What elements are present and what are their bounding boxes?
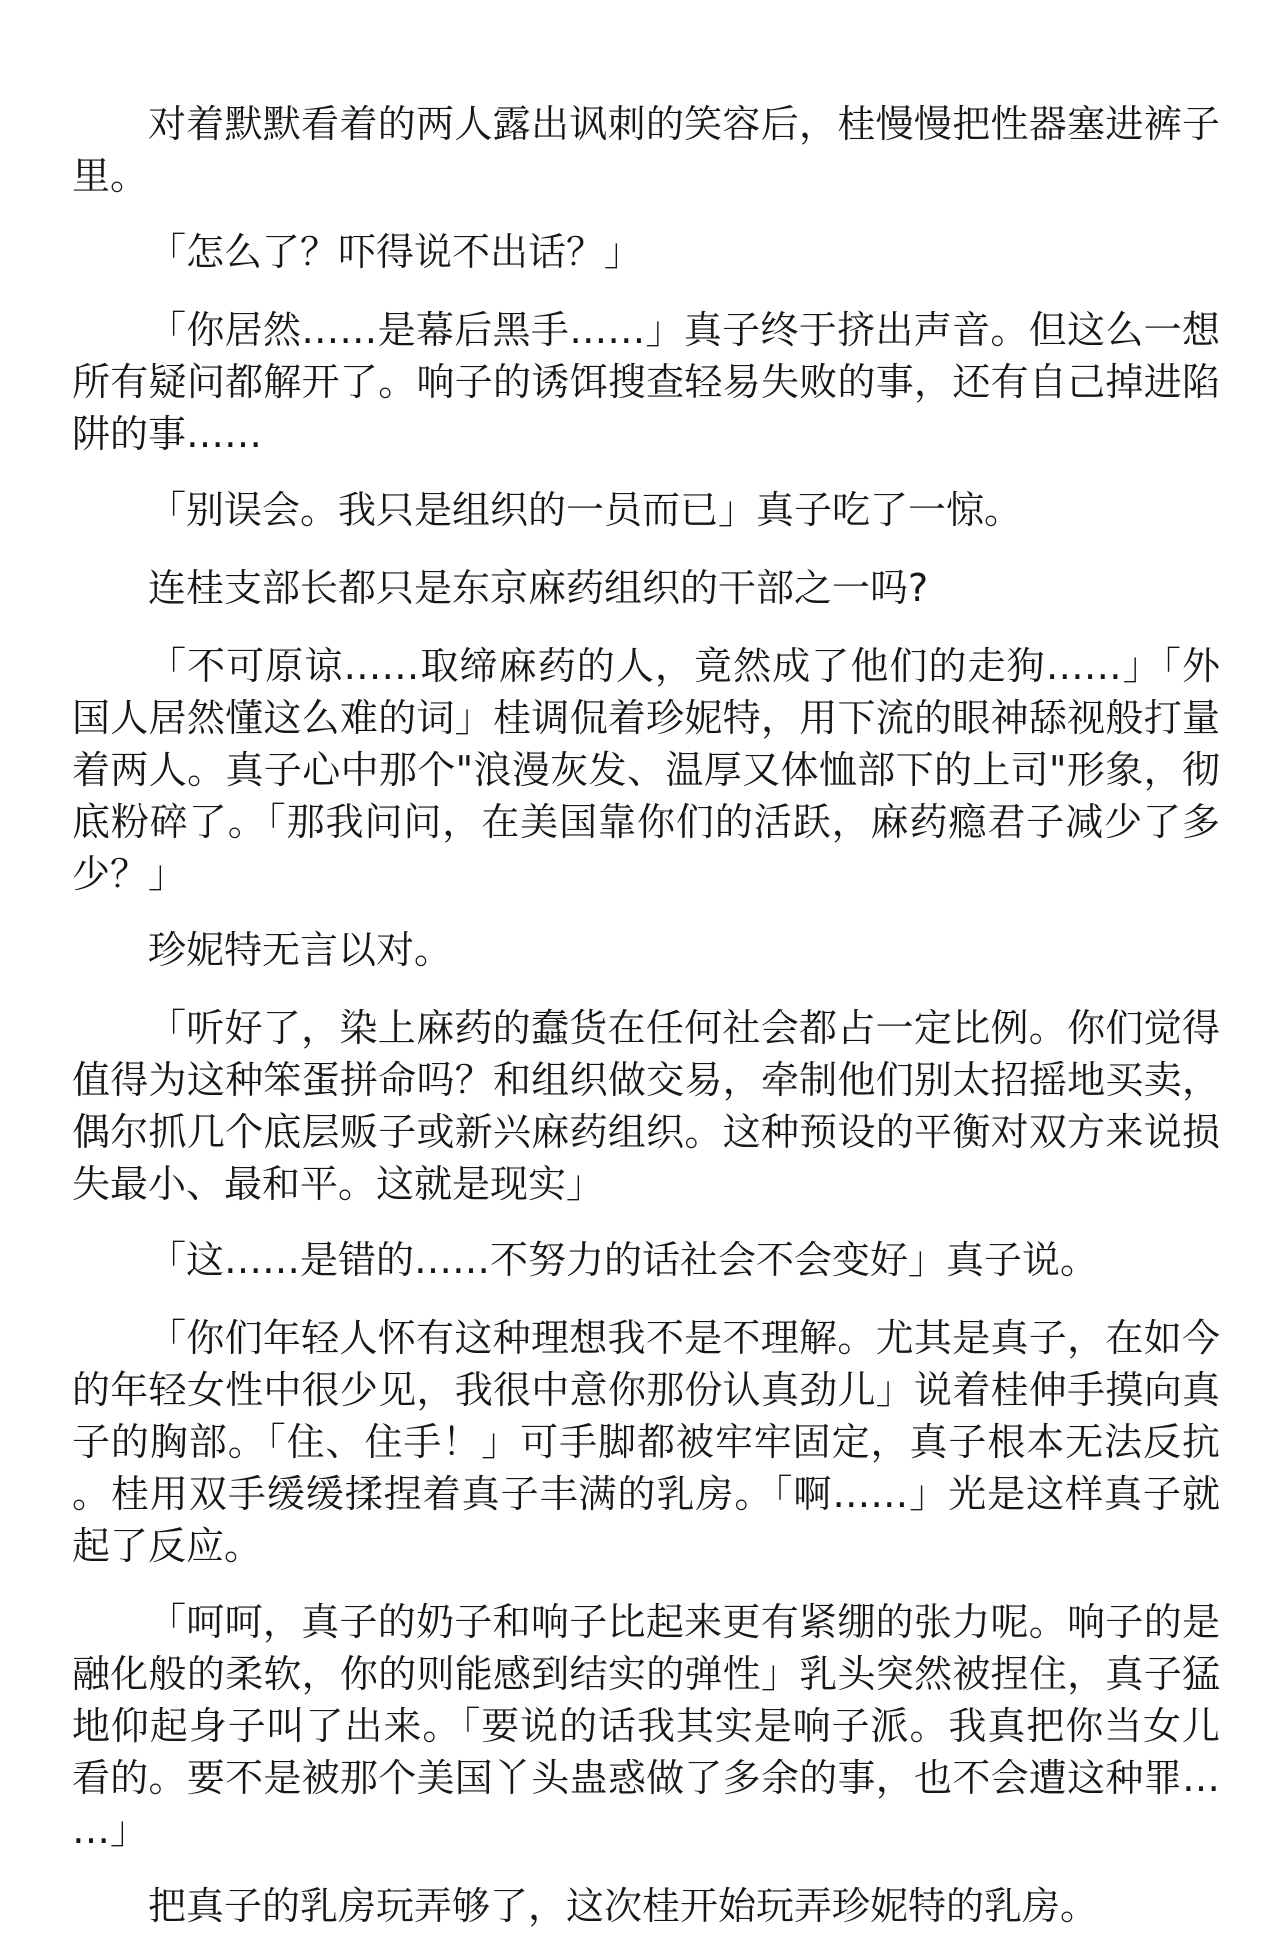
paragraph-5: 连桂支部长都只是东京麻药组织的干部之一吗? [148,566,929,610]
paragraph-8: 「听好了，染上麻药的蠢货在任何社会都占一定比例。你们觉得值得为这种笨蛋拼命吗？和组织做交易，牵制他们别太招摇地买卖，偶尔抓几个底层贩子或新兴麻药组织。这种预设的平衡对双方来说损失最小、最和平。这就是现实」 [72,1006,1220,1206]
paragraph-3: 「你居然……是幕后黑手……」真子终于挤出声音。但这么一想所有疑问都解开了。响子的诱饵搜查轻易失败的事，还有自己掉进陷阱的事…… [72,308,1220,456]
paragraph-4: 「别误会。我只是组织的一员而已」真子吃了一惊。 [148,488,1023,532]
paragraph-1: 对着默默看着的两人露出讽刺的笑容后，桂慢慢把性器塞进裤子里。 [72,102,1220,198]
paragraph-12: 把真子的乳房玩弄够了，这次桂开始玩弄珍妮特的乳房。 [148,1884,1099,1928]
paragraph-11: 「呵呵，真子的奶子和响子比起来更有紧绷的张力呢。响子的是融化般的柔软，你的则能感到结实的弹性」乳头突然被捏住，真子猛地仰起身子叫了出来。「要说的话我其实是响子派。我真把你当女儿看的。要不是被那个美国丫头蛊惑做了多余的事，也不会遭这种罪……」 [72,1600,1220,1852]
paragraph-6: 「不可原谅……取缔麻药的人，竟然成了他们的走狗……」「外国人居然懂这么难的词」桂调侃着珍妮特，用下流的眼神舔视般打量着两人。真子心中那个"浪漫灰发、温厚又体恤部下的上司"形象，彻底粉碎了。「那我问问，在美国靠你们的活跃，麻药瘾君子减少了多少？」 [72,644,1220,896]
paragraph-2: 「怎么了？吓得说不出话？」 [148,230,643,274]
paragraph-9: 「这……是错的……不努力的话社会不会变好」真子说。 [148,1238,1099,1282]
paragraph-7: 珍妮特无言以对。 [148,928,453,972]
paragraph-10: 「你们年轻人怀有这种理想我不是不理解。尤其是真子，在如今的年轻女性中很少见，我很中意你那份认真劲儿」说着桂伸手摸向真子的胸部。「住、住手！」可手脚都被牢牢固定，真子根本无法反抗。桂用双手缓缓揉捏着真子丰满的乳房。「啊……」光是这样真子就起了反应。 [72,1316,1220,1568]
document-page [72,98,1220,1958]
